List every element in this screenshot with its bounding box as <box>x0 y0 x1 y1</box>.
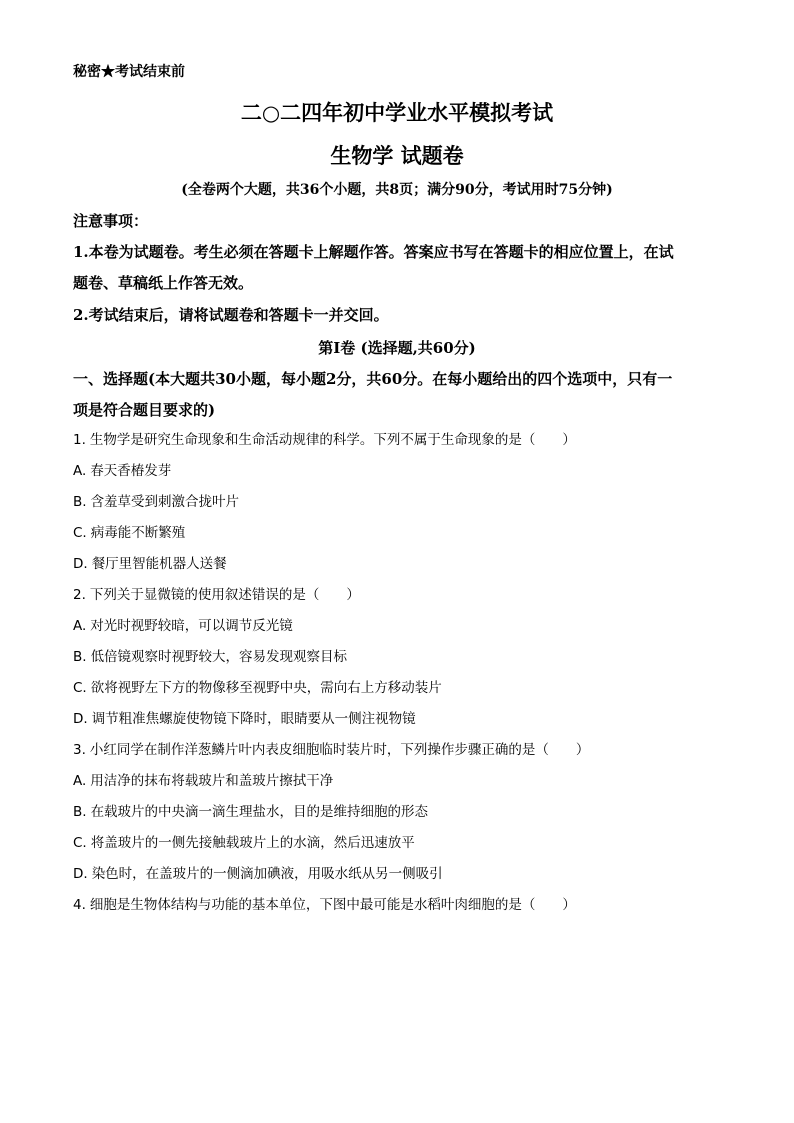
option-text: 含羞草受到刺激合拢叶片 <box>90 494 240 510</box>
question-text: 小红同学在制作洋葱鳞片叶内表皮细胞临时装片时，下列操作步骤正确的是（ ） <box>89 742 590 758</box>
note-1-line-1: 1.本卷为试题卷。考生必须在答题卡上解题作答。答案应书写在答题卡的相应位置上，在试 <box>73 243 674 261</box>
question-1-stem <box>73 432 576 448</box>
question-2-option-b <box>73 649 347 665</box>
question-text: 下列关于显微镜的使用叙述错误的是（ ） <box>89 587 360 603</box>
question-2-option-d <box>73 711 416 727</box>
option-text: 将盖玻片的一侧先接触载玻片上的水滴，然后迅速放平 <box>90 835 415 851</box>
notes-heading: 注意事项： <box>73 212 149 230</box>
option-label: C. <box>73 525 87 541</box>
question-2-stem <box>73 587 360 603</box>
note-1-line-2: 题卷、草稿纸上作答无效。 <box>73 274 254 292</box>
question-1-option-c <box>73 525 185 541</box>
option-label: A. <box>73 463 87 479</box>
question-1-option-a <box>73 463 171 479</box>
question-3-option-d <box>73 866 443 882</box>
note-2: 2.考试结束后，请将试题卷和答题卡一并交回。 <box>73 306 389 324</box>
question-number: 2. <box>73 587 86 603</box>
exam-info: (全卷两个大题，共36个小题，共8页；满分90分，考试用时75分钟) <box>181 182 613 198</box>
part-instructions-line-1: 一、选择题(本大题共30小题，每小题2分，共60分。在每小题给出的四个选项中，只有一 <box>73 370 673 388</box>
confidential-label: 秘密★考试结束前 <box>73 64 185 80</box>
option-text: 调节粗准焦螺旋使物镜下降时，眼睛要从一侧注视物镜 <box>91 711 416 727</box>
option-text: 对光时视野较暗，可以调节反光镜 <box>90 618 293 634</box>
option-label: D. <box>73 866 88 882</box>
option-text: 餐厅里智能机器人送餐 <box>91 556 227 572</box>
question-3-option-b <box>73 804 428 820</box>
option-text: 染色时，在盖玻片的一侧滴加碘液，用吸水纸从另一侧吸引 <box>91 866 443 882</box>
option-label: C. <box>73 680 87 696</box>
option-label: A. <box>73 618 87 634</box>
option-label: B. <box>73 649 87 665</box>
section-title: 第Ⅰ卷 (选择题,共60分) <box>318 339 476 357</box>
question-1-option-d <box>73 556 227 572</box>
question-number: 3. <box>73 742 86 758</box>
option-label: B. <box>73 804 87 820</box>
question-4-stem <box>73 897 576 913</box>
option-text: 在载玻片的中央滴一滴生理盐水，目的是维持细胞的形态 <box>90 804 429 820</box>
option-label: D. <box>73 711 88 727</box>
option-label: D. <box>73 556 88 572</box>
exam-title: 二○二四年初中学业水平模拟考试 <box>240 100 554 125</box>
question-3-option-c <box>73 835 415 851</box>
question-3-stem <box>73 742 589 758</box>
question-number: 4. <box>73 897 86 913</box>
exam-subtitle: 生物学 试题卷 <box>330 143 464 168</box>
question-2-option-c <box>73 680 442 696</box>
question-number: 1. <box>73 432 86 448</box>
question-3-option-a <box>73 773 333 789</box>
option-text: 欲将视野左下方的物像移至视野中央，需向右上方移动装片 <box>90 680 442 696</box>
question-2-option-a <box>73 618 293 634</box>
question-1-option-b <box>73 494 239 510</box>
option-text: 病毒能不断繁殖 <box>90 525 186 541</box>
option-text: 低倍镜观察时视野较大，容易发现观察目标 <box>90 649 348 665</box>
option-text: 春天香椿发芽 <box>90 463 172 479</box>
question-text: 生物学是研究生命现象和生命活动规律的科学。下列不属于生命现象的是（ ） <box>89 432 576 448</box>
option-label: B. <box>73 494 87 510</box>
option-text: 用洁净的抹布将载玻片和盖玻片擦拭干净 <box>90 773 334 789</box>
option-label: C. <box>73 835 87 851</box>
part-instructions-line-2: 项是符合题目要求的) <box>73 401 216 419</box>
option-label: A. <box>73 773 87 789</box>
question-text: 细胞是生物体结构与功能的基本单位，下图中最可能是水稻叶肉细胞的是（ ） <box>89 897 576 913</box>
